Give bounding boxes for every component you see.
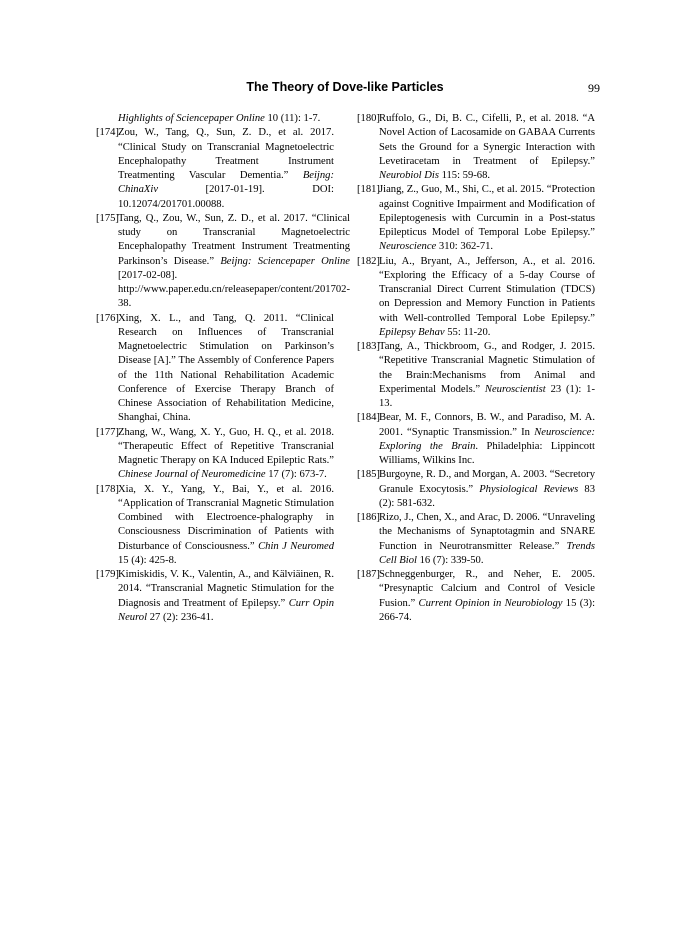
reference-entry [357, 511, 595, 568]
reference-number: [179] [96, 569, 119, 580]
reference-text [379, 255, 595, 341]
reference-part: [2017-02-08]. http://www.paper.edu.cn/releasepaper/content/201702-38. [118, 269, 351, 310]
continuation-part: 10 (11): 1-7. [264, 113, 321, 124]
reference-text [379, 468, 595, 511]
reference-part: Jiang, Z., Guo, M., Shi, C., et al. 2015. “Protection against Cognitive Impairment and Modification of Epileptogenesis with Curcumin in a Post-status Epilepticus Model of Temporal Lobe Epilepsy.” [379, 184, 595, 238]
reference-entry [357, 468, 595, 511]
reference-entry [357, 340, 595, 411]
reference-part: Xia, X. Y., Yang, Y., Bai, Y., et al. 2016. “Application of Transcranial Magnetic Stimulation Combined with Electroence-phalography in Consciousness Discrimination of Patients with Disturbance of Consciousness.” [118, 483, 334, 552]
reference-text [118, 426, 334, 483]
reference-entry [96, 126, 334, 212]
reference-source: Chin J Neuromed [258, 540, 335, 552]
reference-text [118, 212, 350, 312]
reference-number: [178] [96, 483, 119, 495]
reference-text [379, 340, 595, 411]
reference-number: [183] [357, 341, 380, 352]
reference-text [118, 483, 334, 569]
reference-part: Liu, A., Bryant, A., Jefferson, A., et al. 2016. “Exploring the Efficacy of a 5-day Course of Transcranial Direct Current Stimulation (TDCS) on Depression and Memory Function in Patients with Well-controlled Temporal Lobe Epilepsy.” [379, 255, 595, 324]
reference-number: [182] [357, 255, 380, 267]
reference-part: Xing, X. L., and Tang, Q. 2011. “Clinical Research on Influences of Transcranial Magnetoelectric Stimulation on Parkinson’s Disease [A].” The Assembly of Conference Papers of the 11th National Rehabilitation Academic Conference of Exercise Therapy Branch of Chinese Association of Rehabilitation Medicine, Shanghai, China. [118, 312, 334, 424]
reference-text [379, 411, 595, 468]
running-title: The Theory of Dove-like Particles [246, 80, 444, 94]
reference-source: Neuroscience: Exploring the Brain [379, 426, 595, 452]
reference-source: Beijng: Sciencepaper Online [220, 255, 350, 267]
reference-part: 115: 59-68. [438, 170, 491, 181]
left-column [96, 112, 351, 625]
reference-part: 27 (2): 236-41. [147, 611, 214, 623]
reference-source: Curr Opin Neurol [118, 597, 334, 623]
reference-number: [175] [96, 212, 119, 224]
reference-part: Zhang, W., Wang, X. Y., Guo, H. Q., et al. 2018. “Therapeutic Effect of Repetitive Transcranial Magnetic Therapy on KA Induced Epileptic Rats.” [118, 426, 334, 466]
reference-continuation [96, 112, 334, 126]
reference-entry [96, 483, 334, 569]
reference-number: [187] [357, 569, 380, 580]
reference-entry [357, 411, 595, 468]
reference-text [118, 312, 334, 426]
reference-entry [357, 112, 595, 183]
reference-source: Beijng: ChinaXiv [118, 170, 334, 196]
reference-source: Neuroscientist [484, 383, 546, 395]
reference-part: Ruffolo, G., Di, B. C., Cifelli, P., et al. 2018. “A Novel Action of Lacosamide on GABAA Currents Sets the Ground for a Synergic Interaction with Levetiracetam in Treatment of Epilepsy.” [379, 113, 595, 167]
reference-part: Schneggenburger, R., and Neher, E. 2005. “Presynaptic Calcium and Control of Vesicle Fusion.” [379, 569, 595, 609]
reference-number: [176] [96, 312, 119, 324]
reference-text [379, 112, 595, 183]
reference-text [379, 568, 595, 625]
reference-entry [357, 255, 595, 341]
reference-number: [180] [357, 113, 380, 124]
reference-part: . Philadelphia: Lippincott Williams, Wilkins Inc. [379, 440, 595, 466]
reference-text [118, 126, 334, 212]
reference-part: 17 (7): 673-7. [265, 469, 327, 481]
reference-source: Current Opinion in Neurobiology [418, 597, 563, 609]
continuation-part: Highlights of Sciencepaper Online [118, 113, 265, 124]
reference-source: Epilepsy Behav [379, 326, 445, 338]
reference-entry [96, 212, 351, 312]
reference-part: 23 (1): 1-13. [379, 383, 595, 409]
left-reference-list [96, 126, 351, 625]
reference-entry [357, 568, 595, 625]
reference-part: 15 (4): 425-8. [118, 554, 177, 566]
reference-number: [184] [357, 412, 380, 424]
reference-number: [181] [357, 184, 380, 196]
reference-part: Kimiskidis, V. K., Valentin, A., and Kälviäinen, R. 2014. “Transcranial Magnetic Stimulation for the Diagnosis and Treatment of Epilepsy.” [118, 569, 334, 609]
reference-number: [177] [96, 426, 119, 438]
reference-text [379, 183, 595, 254]
reference-source: Trends Cell Biol [379, 540, 595, 566]
reference-entry [96, 426, 334, 483]
reference-part: 15 (3): 266-74. [379, 597, 596, 623]
reference-text [379, 511, 595, 568]
reference-part: 310: 362-71. [436, 241, 494, 253]
reference-entry [96, 312, 334, 426]
right-column [357, 112, 595, 625]
reference-part: Zou, W., Tang, Q., Sun, Z. D., et al. 2017. “Clinical Study on Transcranial Magnetoelectric Encephalopathy Treatment Instrument Treatmenting Vascular Dementia.” [118, 127, 334, 181]
reference-source: Physiological Reviews [479, 483, 579, 495]
reference-source: Chinese Journal of Neuromedicine [118, 469, 266, 481]
reference-part: 16 (7): 339-50. [416, 554, 484, 566]
reference-part: Tang, A., Thickbroom, G., and Rodger, J. 2015. “Repetitive Transcranial Magnetic Stimulation of the Brain:Mechanisms from Animal and Experimental Models.” [379, 341, 595, 395]
reference-part: Rizo, J., Chen, X., and Arac, D. 2006. “Unraveling the Mechanisms of Synaptotagmin and SNARE Function in Neurotransmitter Release.” [379, 512, 595, 552]
reference-part: [2017-01-19]. DOI: 10.12074/201701.00088. [118, 184, 334, 210]
reference-number: [186] [357, 512, 380, 523]
reference-part: Tang, Q., Zou, W., Sun, Z. D., et al. 2017. “Clinical study on Transcranial Magnetoelectric Encephalopathy Treatment Instrument Treatmenting Parkinson’s Disease.” [118, 212, 350, 267]
reference-text [118, 568, 334, 625]
reference-part: 55: 11-20. [444, 326, 491, 338]
page-number: 99 [588, 81, 600, 95]
reference-part: Burgoyne, R. D., and Morgan, A. 2003. “Secretory Granule Exocytosis.” [379, 469, 595, 495]
reference-part: 83 (2): 581-632. [379, 483, 595, 509]
reference-entry [357, 183, 595, 254]
reference-entry [96, 568, 334, 625]
reference-number: [185] [357, 469, 380, 481]
reference-source: Neuroscience [379, 241, 437, 253]
reference-part: Bear, M. F., Connors, B. W., and Paradiso, M. A. 2001. “Synaptic Transmission.” In [379, 412, 595, 438]
reference-number: [174] [96, 127, 119, 139]
reference-source: Neurobiol Dis [379, 170, 439, 181]
right-reference-list [357, 112, 595, 625]
